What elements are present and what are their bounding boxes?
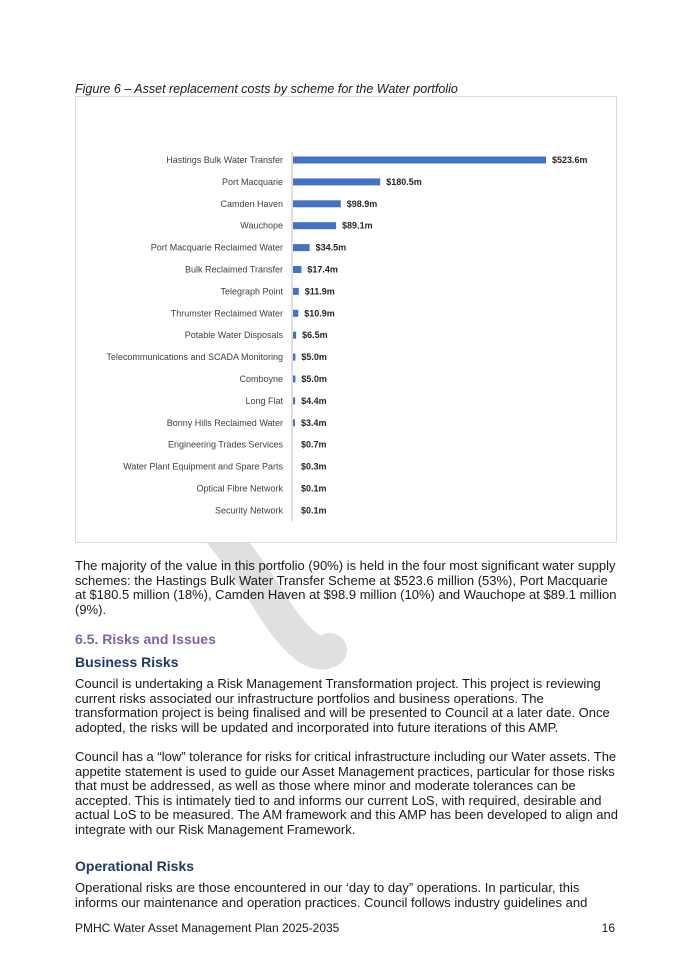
section-heading: 6.5. Risks and Issues: [75, 631, 216, 647]
bar: [293, 376, 295, 383]
business-risks-paragraph-2: Council has a “low” tolerance for risks for critical infrastructure including our Water assets. The appetite statement is used to guide our Asset Management practices, particular for those risks that must be addressed, as well as those where minor and moderate tolerances can be accepted. This is intimately tied to and informs our current LoS, with required, desirable and actual LoS to be measured. The AM framework and this AMP has been developed to align and integrate with our Risk Management Framework.: [75, 749, 618, 837]
figure-caption: Figure 6 – Asset replacement costs by scheme for the Water portfolio: [75, 82, 458, 96]
bar: [293, 266, 301, 273]
bar: [293, 244, 310, 251]
bar-value-label: $98.9m: [346, 198, 378, 209]
bar-value-label: $11.9m: [304, 286, 335, 297]
bar: [293, 222, 336, 229]
portfolio-summary-paragraph: The majority of the value in this portfolio (90%) is held in the four most significant water supply schemes: the Hastings Bulk Water Transfer Scheme at $523.6 million (53%), Port Macquarie at $180.5 million (18%), Camden Haven at $98.9 million (10%) and Wauchope at $89.1 million (9%).: [75, 558, 617, 617]
category-label: Camden Haven: [220, 198, 283, 209]
bar: [293, 397, 295, 404]
bar: [293, 157, 546, 164]
category-label: Long Flat: [245, 395, 283, 406]
bar-value-label: $10.9m: [304, 308, 335, 319]
category-label: Comboyne: [239, 374, 283, 384]
bar-value-label: $5.0m: [301, 352, 327, 363]
bar-value-label: $3.4m: [301, 417, 327, 428]
category-label: Bulk Reclaimed Transfer: [184, 264, 283, 275]
category-label: Telegraph Point: [220, 286, 283, 297]
bar-value-label: $0.1m: [301, 505, 327, 516]
category-label: Port Macquarie: [221, 176, 283, 187]
category-label: Port Macquarie Reclaimed Water: [150, 242, 283, 253]
bar-value-label: $6.5m: [302, 330, 328, 341]
bar-chart-svg: [76, 97, 616, 542]
bar-value-label: $523.6m: [552, 155, 588, 165]
operational-risks-paragraph-1: Operational risks are those encountered in our ‘day to day” operations. In particular, this informs our maintenance and operation practices. Council follows industry guidelines and: [75, 880, 588, 910]
bar-value-label: $0.3m: [301, 461, 327, 472]
bar-value-label: $0.7m: [301, 439, 327, 450]
bar-value-label: $4.4m: [301, 395, 327, 406]
bar: [293, 332, 296, 339]
category-label: Optical Fibre Network: [196, 483, 283, 494]
bar: [293, 178, 380, 185]
category-label: Telecommunications and SCADA Monitoring: [106, 352, 283, 363]
bar-value-label: $17.4m: [307, 264, 338, 275]
bar: [293, 310, 298, 317]
bar: [293, 200, 341, 207]
business-risks-paragraph-1: Council is undertaking a Risk Management Transformation project. This project is reviewing current risks associated our infrastructure portfolios and business operations. The transformation project is being finalised and will be presented to Council at a later date. Once adopted, the risks will be updated and incorporated into future iterations of this AMP.: [75, 676, 610, 735]
bar: [293, 419, 295, 426]
business-risks-heading: Business Risks: [75, 654, 179, 670]
category-label: Bonny Hills Reclaimed Water: [166, 417, 283, 428]
bar-value-label: $89.1m: [342, 220, 373, 231]
footer-title: PMHC Water Asset Management Plan 2025-2035: [75, 921, 340, 935]
category-label: Thrumster Reclaimed Water: [170, 308, 283, 319]
bar: [293, 354, 295, 361]
category-label: Potable Water Disposals: [184, 330, 283, 341]
bar-value-label: $0.1m: [301, 483, 327, 494]
operational-risks-heading: Operational Risks: [75, 858, 195, 874]
bar-value-label: $180.5m: [386, 176, 422, 187]
category-label: Water Plant Equipment and Spare Parts: [123, 461, 283, 472]
category-label: Hastings Bulk Water Transfer: [166, 155, 283, 165]
bar-chart: [75, 96, 617, 543]
page-number: 16: [601, 921, 615, 935]
bar-value-label: $5.0m: [301, 374, 327, 384]
category-label: Security Network: [214, 505, 283, 516]
bar-value-label: $34.5m: [315, 242, 347, 253]
category-label: Wauchope: [240, 220, 283, 231]
category-label: Engineering Trades Services: [167, 439, 283, 450]
bar: [293, 288, 299, 295]
